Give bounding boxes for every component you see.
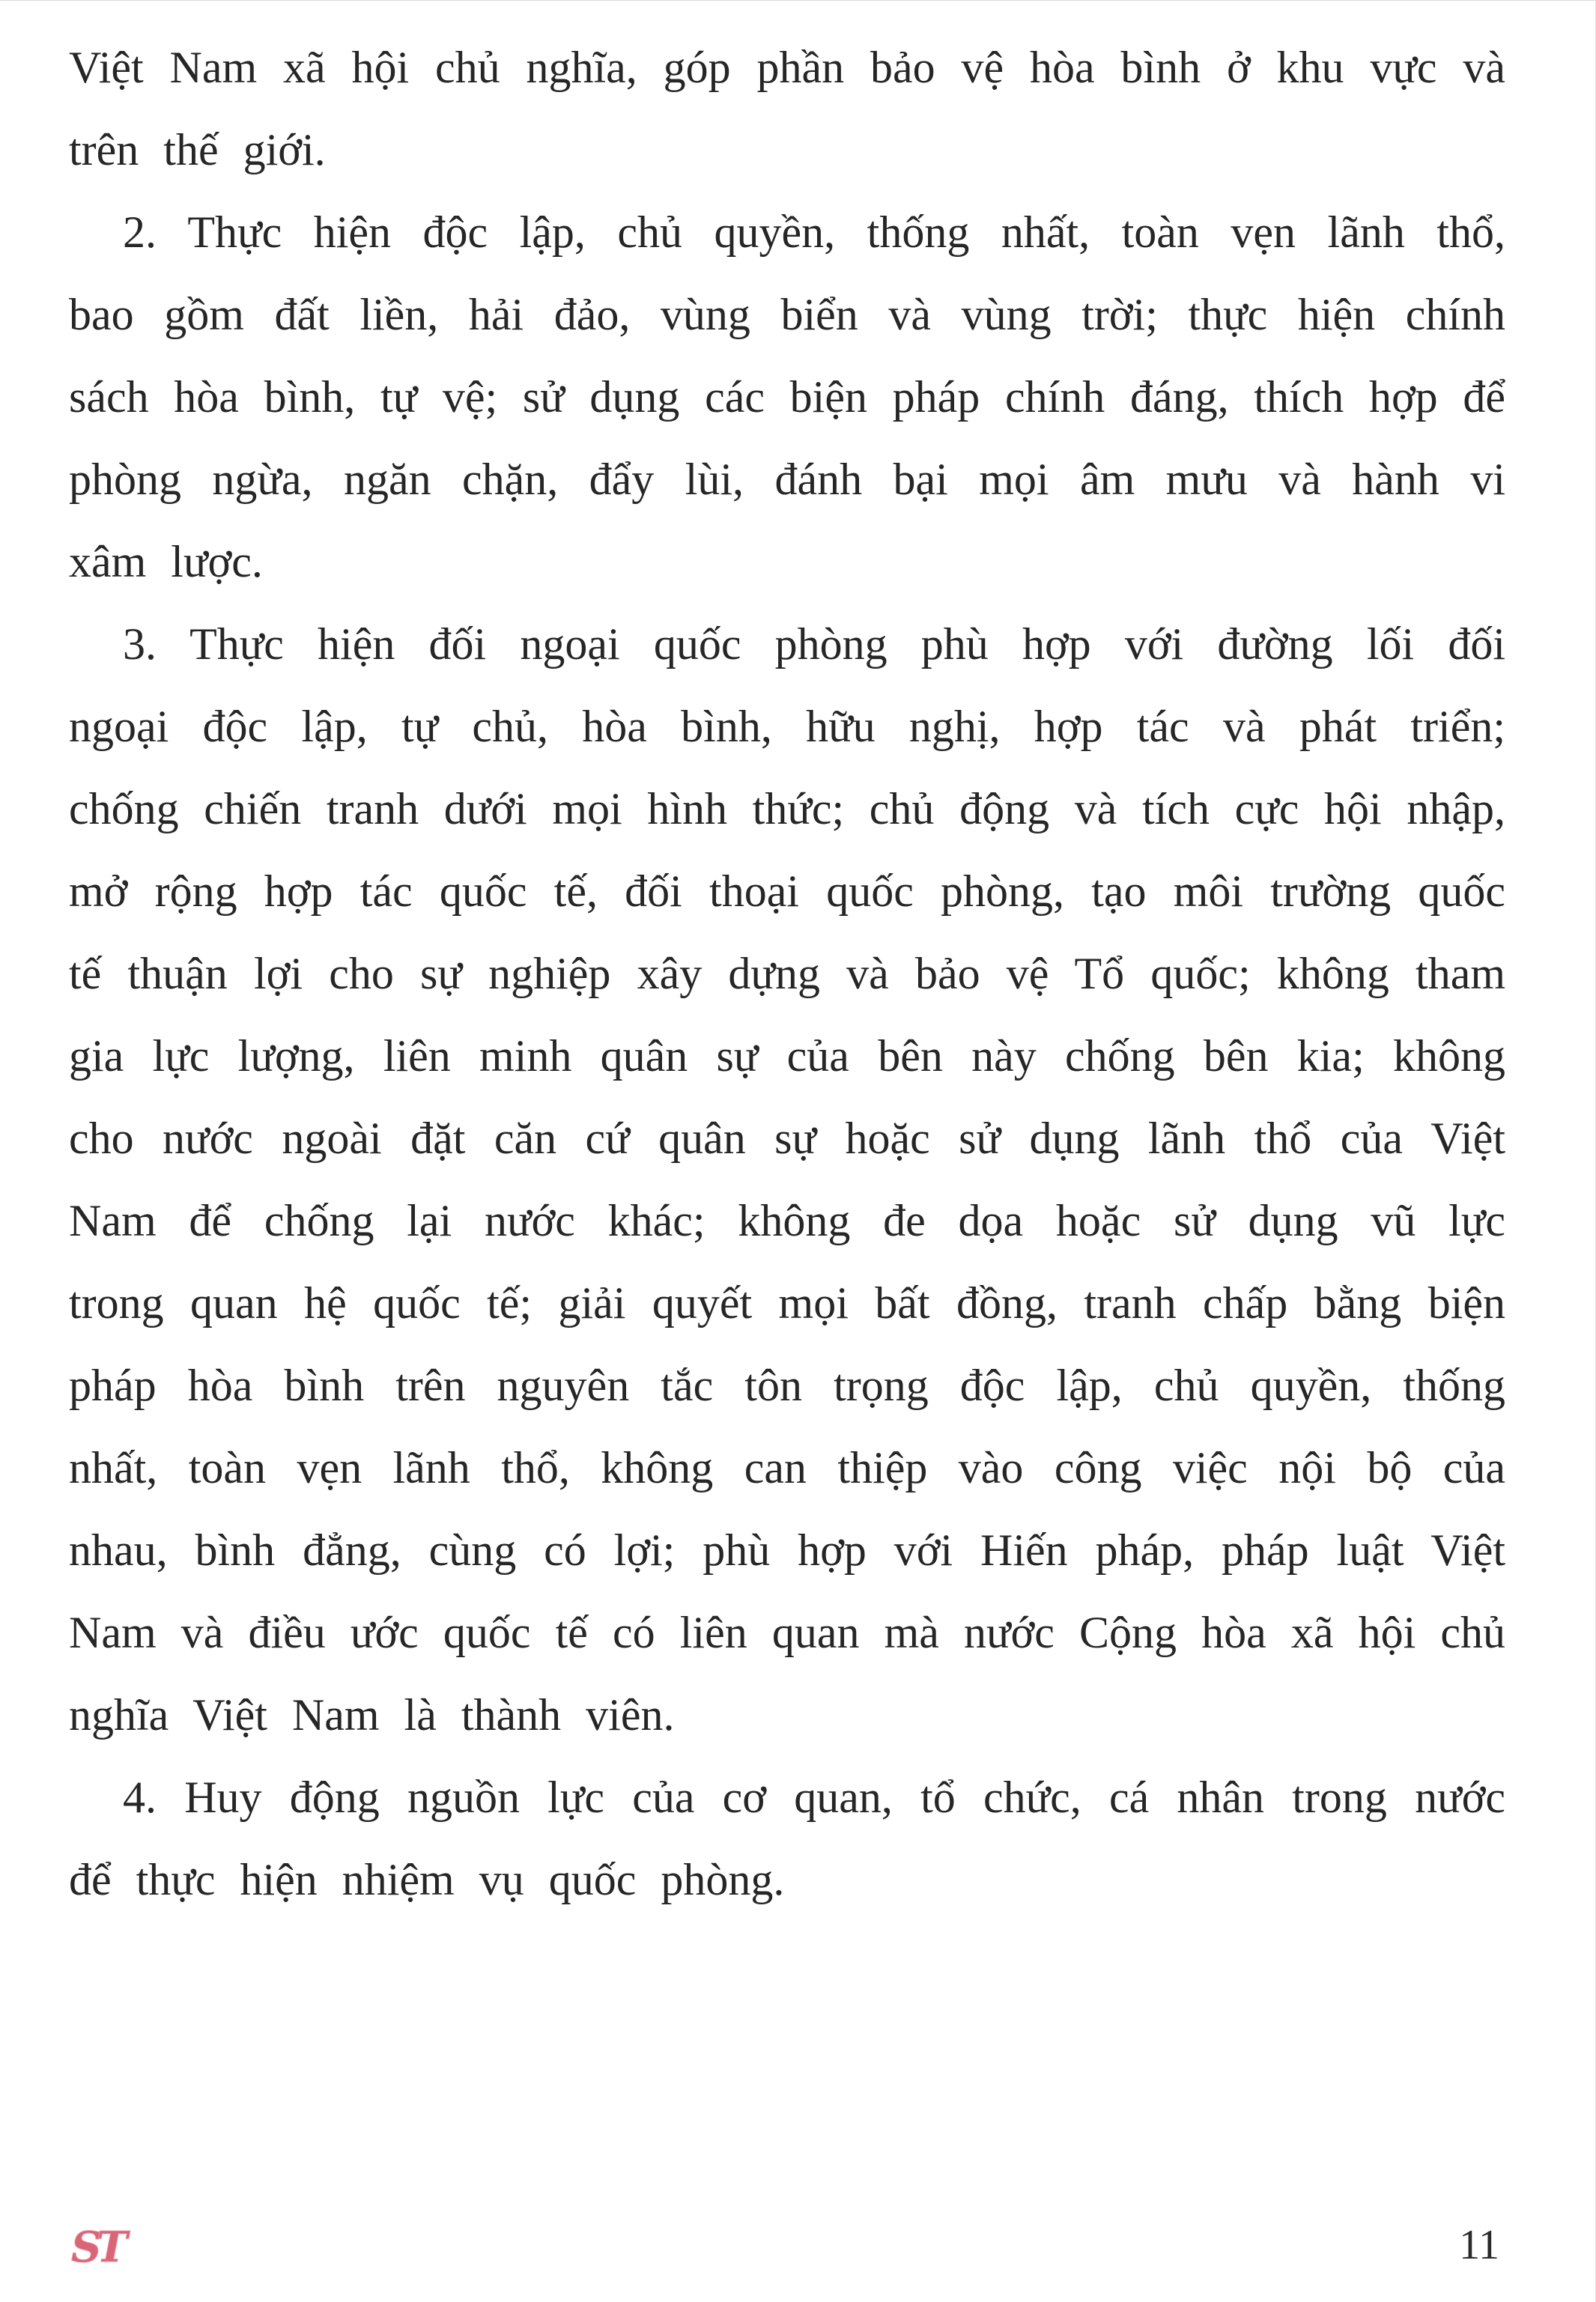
paragraph-clause-4: 4. Huy động nguồn lực của cơ quan, tổ chức, cá nhân trong nước để thực hiện nhiệm vụ quốc phòng. (69, 1773, 1505, 1904)
page-number: 11 (1459, 2222, 1499, 2268)
page-footer (0, 2217, 1595, 2277)
paragraph-clause-2: 2. Thực hiện độc lập, chủ quyền, thống nhất, toàn vẹn lãnh thổ, bao gồm đất liền, hải đảo, vùng biển và vùng trời; thực hiện chính sách hòa bình, tự vệ; sử dụng các biện pháp chính đáng, thích hợp để phòng ngừa, ngăn chặn, đẩy lùi, đánh bại mọi âm mưu và hành vi xâm lược. (69, 207, 1505, 586)
paragraph-clause-3: 3. Thực hiện đối ngoại quốc phòng phù hợp với đường lối đối ngoại độc lập, tự chủ, hòa bình, hữu nghị, hợp tác và phát triển; chống chiến tranh dưới mọi hình thức; chủ động và tích cực hội nhập, mở rộng hợp tác quốc tế, đối thoại quốc phòng, tạo môi trường quốc tế thuận lợi cho sự nghiệp xây dựng và bảo vệ Tổ quốc; không tham gia lực lượng, liên minh quân sự của bên này chống bên kia; không cho nước ngoài đặt căn cứ quân sự hoặc sử dụng lãnh thổ của Việt Nam để chống lại nước khác; không đe dọa hoặc sử dụng vũ lực trong quan hệ quốc tế; giải quyết mọi bất đồng, tranh chấp bằng biện pháp hòa bình trên nguyên tắc tôn trọng độc lập, chủ quyền, thống nhất, toàn vẹn lãnh thổ, không can thiệp vào công việc nội bộ của nhau, bình đẳng, cùng có lợi; phù hợp với Hiến pháp, pháp luật Việt Nam và điều ước quốc tế có liên quan mà nước Cộng hòa xã hội chủ nghĩa Việt Nam là thành viên. (69, 619, 1505, 1740)
paragraph-continuation: Việt Nam xã hội chủ nghĩa, góp phần bảo vệ hòa bình ở khu vực và trên thế giới. (69, 43, 1505, 174)
body-text-block (0, 1, 1595, 1921)
publisher-logo: ST (71, 2223, 123, 2272)
